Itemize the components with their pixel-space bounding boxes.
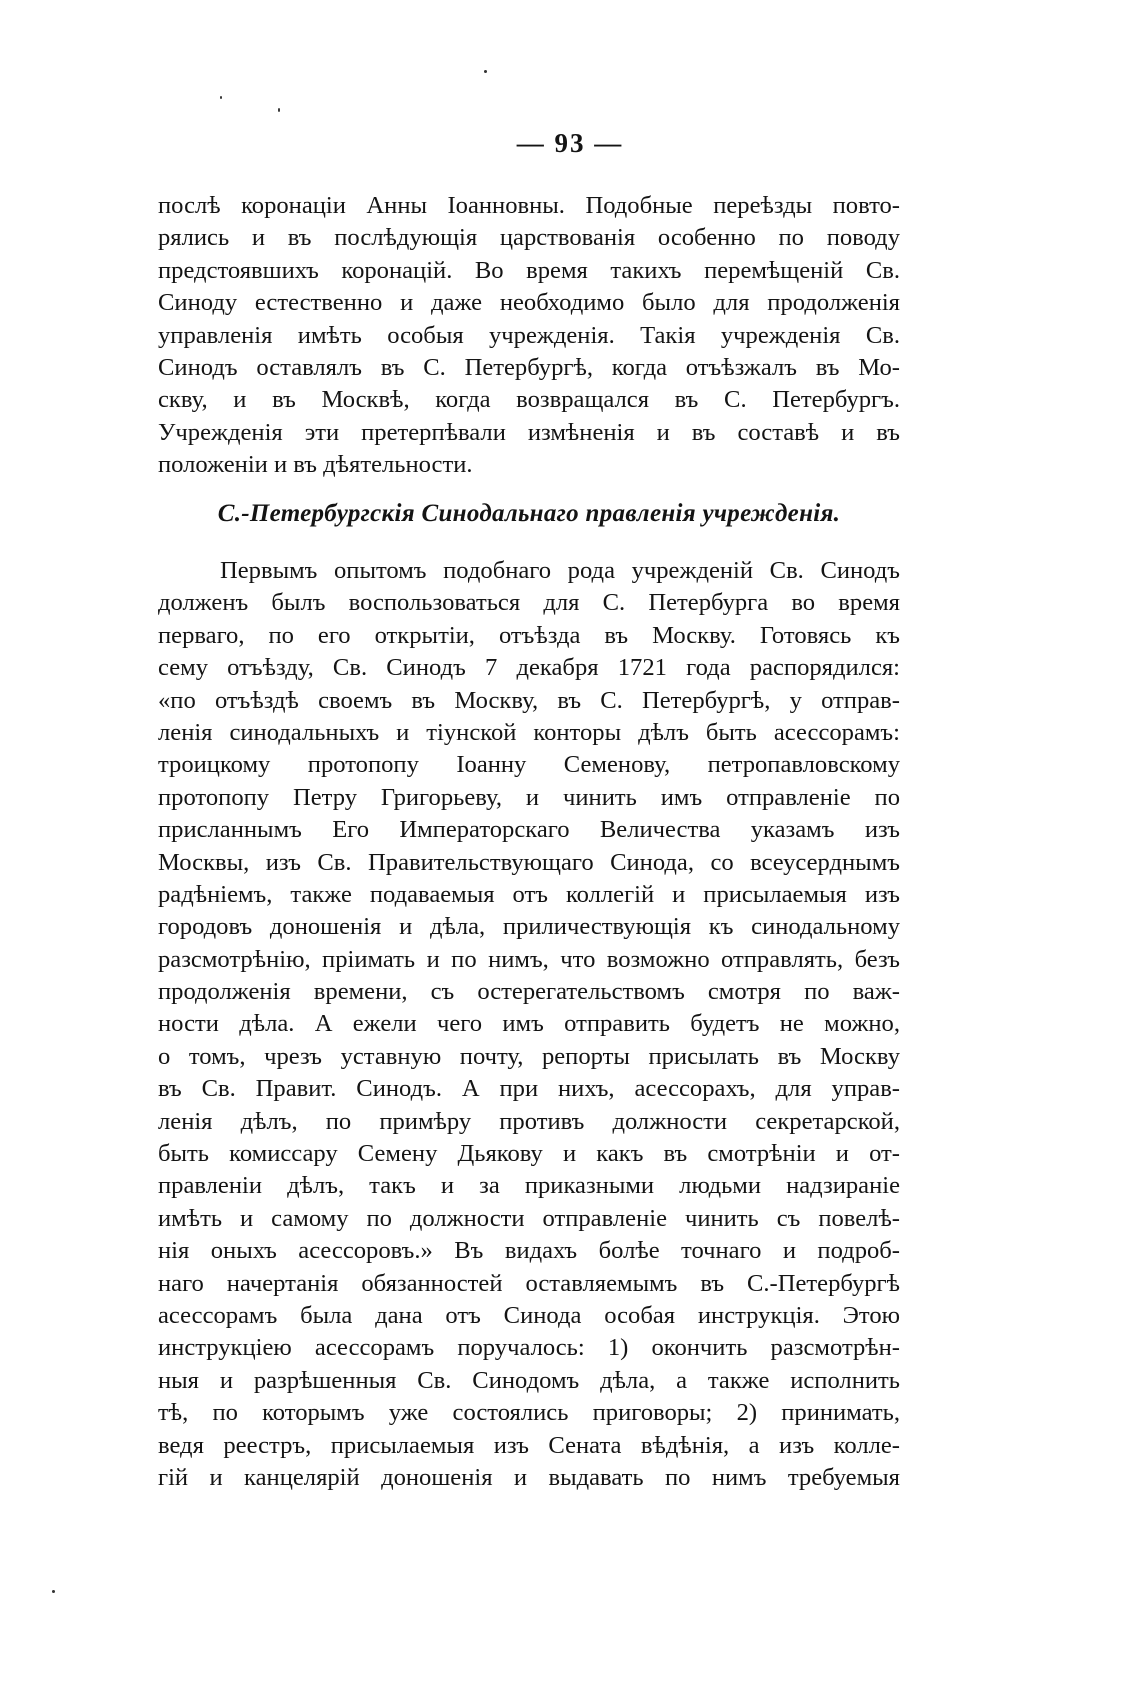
text-line: рялись и въ послѣдующія царствованія особенно по поводу [158,224,900,252]
text-line: ведя реестръ, присылаемыя изъ Сената вѣдѣнія, а изъ колле- [158,1431,900,1459]
text-line: гій и канцелярій доношенія и выдавать по нимъ требуемыя [158,1463,900,1491]
text-line: городовъ доношенія и дѣла, приличествующія къ синодальному [158,913,900,941]
text-line: наго начертанія обязанностей оставляемымъ въ С.-Петербургѣ [158,1269,900,1297]
scan-speck [220,96,222,99]
text-line: имѣть и самому по должности отправленіе чинить съ повелѣ- [158,1204,900,1232]
text-line: присланнымъ Его Императорскаго Величества указамъ изъ [158,816,900,844]
text-line: протопопу Петру Григорьеву, и чинить имъ отправленіе по [158,783,900,811]
text-line: тѣ, по которымъ уже состоялись приговоры; 2) принимать, [158,1399,900,1427]
text-line: послѣ коронаціи Анны Іоанновны. Подобные переѣзды повто- [158,192,900,219]
text-line: ленія синодальныхъ и тіунской конторы дѣлъ быть асессорамъ: [158,718,900,746]
text-line: Учрежденія эти претерпѣвали измѣненія и въ составѣ и въ [158,418,900,446]
text-line: быть комиссару Семену Дьякову и какъ въ смотрѣніи и от- [158,1140,900,1168]
text-line: положеніи и въ дѣятельности. [158,451,473,479]
text-line: ныя и разрѣшенныя Св. Синодомъ дѣла, а также исполнить [158,1366,900,1394]
text-line: нія оныхъ асессоровъ.» Въ видахъ болѣе точнаго и подроб- [158,1237,900,1265]
text-line: «по отъѣздѣ своемъ въ Москву, въ С. Петербургѣ, у отправ- [158,686,900,714]
text-line: правленіи дѣлъ, такъ и за приказными людьми надзираніе [158,1172,900,1200]
text-line: сему отъѣзду, Св. Синодъ 7 декабря 1721 года распорядился: [158,654,900,682]
scan-speck [52,1590,55,1593]
text-line: Синодъ оставлялъ въ С. Петербургѣ, когда отъѣзжалъ въ Мо- [158,353,900,381]
paragraph-continuation [158,190,900,482]
text-line: Москвы, изъ Св. Правительствующаго Синода, со всеусерднымъ [158,848,900,876]
text-line: продолженія времени, съ остерегательствомъ смотря по важ- [158,978,900,1006]
text-line: Первымъ опытомъ подобнаго рода учрежденій Св. Синодъ [220,557,900,584]
scan-speck [278,108,280,112]
paragraph-main [158,555,900,1494]
text-line: разсмотрѣнію, пріимать и по нимъ, что возможно отправлять, безъ [158,945,900,973]
text-line: ности дѣла. А ежели чего имъ отправить будетъ не можно, [158,1010,900,1038]
text-line: въ Св. Правит. Синодъ. А при нихъ, асессорахъ, для управ- [158,1075,900,1103]
text-line: предстоявшихъ коронацій. Во время такихъ перемѣщеній Св. [158,256,900,284]
page-number: — 93 — [516,128,624,158]
text-line: радѣніемъ, также подаваемыя отъ коллегій и присылаемыя изъ [158,880,900,908]
text-line: инструкціею асессорамъ поручалось: 1) окончить разсмотрѣн- [158,1334,900,1362]
text-line: перваго, по его открытіи, отъѣзда въ Москву. Готовясь къ [158,621,900,649]
section-heading: С.-Петербургскія Синодальнаго правленія учрежденія. [217,500,841,527]
text-line: ленія дѣлъ, по примѣру противъ должности секретарской, [158,1107,900,1135]
text-line: Синоду естественно и даже необходимо было для продолженія [158,289,900,317]
text-line: о томъ, чрезъ уставную почту, репорты присылать въ Москву [158,1042,900,1070]
text-line: управленія имѣть особыя учрежденія. Такія учрежденія Св. [158,321,900,349]
text-line: троицкому протопопу Іоанну Семенову, петропавловскому [158,751,900,779]
text-line: долженъ былъ воспользоваться для С. Петербурга во время [158,589,900,617]
text-line: асессорамъ была дана отъ Синода особая инструкція. Этою [158,1301,900,1329]
text-line: скву, и въ Москвѣ, когда возвращался въ С. Петербургъ. [158,386,900,414]
scan-speck [484,70,487,73]
